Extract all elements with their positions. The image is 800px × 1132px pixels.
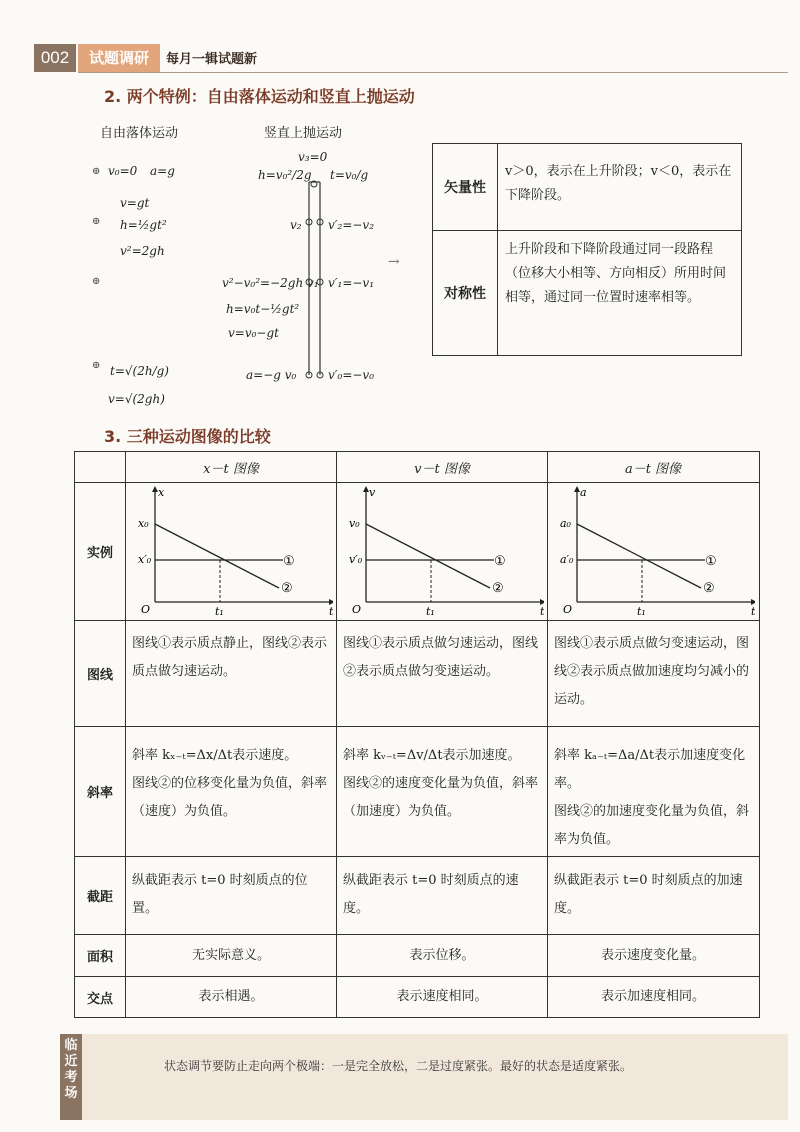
origin-label: O: [352, 603, 362, 616]
slope-cell: [548, 742, 758, 854]
arrow-icon: →: [388, 254, 400, 270]
area-cell: 表示位移。: [409, 947, 475, 963]
ball-icon: ⊕: [92, 360, 101, 371]
property-label: 矢量性: [433, 144, 498, 230]
slope-desc: 图线②的速度变化量为负值，斜率（加速度）为负值。: [343, 776, 539, 819]
graph-vt: [344, 484, 544, 618]
origin-label: O: [563, 603, 573, 616]
slope-formula: 斜率 kₓ₋ₜ=Δx/Δt表示速度。: [132, 748, 298, 763]
section3-title: 3. 三种运动图像的比较: [104, 427, 271, 446]
slope-cell: [126, 742, 336, 826]
row-label: 实例: [86, 546, 113, 561]
slope-desc: 图线②的加速度变化量为负值，斜率为负值。: [554, 804, 750, 847]
divider: [547, 452, 548, 1017]
y0-label: a₀: [560, 517, 571, 530]
intersection-cell: 表示相遇。: [198, 989, 264, 1004]
ff-v: v=gt: [120, 196, 150, 210]
comparison-table: [74, 451, 760, 1018]
ff-v-final: v=√(2gh): [108, 392, 165, 406]
line-2: [577, 524, 701, 588]
row-label: 图线: [86, 668, 113, 683]
section2-title: 2. 两个特例：自由落体运动和竖直上抛运动: [104, 87, 415, 106]
tip-box: [60, 1034, 788, 1120]
col-header-xt: x－t 图像: [203, 461, 259, 477]
line-1-label: ①: [494, 554, 506, 569]
line-2: [155, 524, 279, 588]
line-1-label: ①: [283, 554, 295, 569]
row-label: 斜率: [86, 786, 113, 801]
t1-label: t₁: [426, 605, 435, 618]
lines-cell: 图线①表示质点做匀速运动，图线②表示质点做匀变速运动。: [343, 636, 539, 679]
lines-cell: 图线①表示质点静止，图线②表示质点做匀速运动。: [132, 636, 328, 679]
ball-icon: ⊕: [92, 166, 101, 177]
slope-desc: 图线②的位移变化量为负值，斜率（速度）为负值。: [132, 776, 328, 819]
line-2-label: ②: [492, 581, 504, 596]
throw-path-diagram: [300, 170, 330, 385]
vt-v3: v₃=0: [298, 150, 328, 164]
header-rule: [78, 72, 788, 73]
y1-label: v′₀: [349, 553, 363, 566]
divider: [125, 452, 126, 1017]
y0-label: x₀: [138, 517, 149, 530]
axis-x-label: t: [540, 605, 544, 618]
vertical-throw-label: 竖直上抛运动: [264, 126, 343, 141]
vt-v1p: v′₁=−v₁: [328, 276, 375, 290]
axis-y-label: a: [580, 486, 587, 499]
intersection-cell: 表示加速度相同。: [600, 989, 705, 1004]
vt-t: t=v₀/g: [330, 168, 369, 182]
y0-label: v₀: [349, 517, 360, 530]
col-header-vt: v－t 图像: [414, 461, 470, 477]
property-label: 对称性: [433, 231, 498, 355]
header-subtitle: 每月一辑试题新: [166, 52, 258, 67]
y1-label: x′₀: [138, 553, 152, 566]
ff-v0: v₀=0: [108, 164, 138, 178]
slope-formula: 斜率 kᵥ₋ₜ=Δv/Δt表示加速度。: [343, 748, 521, 763]
tip-text: 状态调节要防止走向两个极端：一是完全放松，二是过度紧张。最好的状态是适度紧张。: [164, 1059, 633, 1073]
ff-a: a=g: [150, 164, 175, 178]
axis-y-label: x: [158, 486, 165, 499]
ball-icon: ⊕: [92, 216, 101, 227]
axis-x-label: t: [329, 605, 333, 618]
ff-v2: v²=2gh: [120, 244, 165, 258]
area-cell: 无实际意义。: [191, 947, 270, 963]
col-header-at: a－t 图像: [624, 461, 682, 477]
y1-label: a′₀: [560, 553, 574, 566]
free-fall-label: 自由落体运动: [100, 126, 179, 141]
vt-mid-left: v²−v₀²=−2gh v₁: [222, 276, 319, 290]
intercept-cell: 纵截距表示 t=0 时刻质点的加速度。: [554, 873, 743, 916]
t1-label: t₁: [637, 605, 646, 618]
divider: [75, 482, 759, 483]
page-number: 002: [34, 44, 76, 72]
row-label: 面积: [86, 950, 113, 965]
vt-h-eq: h=v₀t−½gt²: [226, 302, 300, 316]
vt-v0p: v′₀=−v₀: [328, 368, 375, 382]
slope-cell: [337, 742, 547, 826]
property-text: v＞0，表示在上升阶段；v＜0，表示在下降阶段。: [505, 164, 732, 203]
section-tag: 试题调研: [78, 44, 160, 72]
lines-cell: 图线①表示质点做匀变速运动，图线②表示质点做加速度均匀减小的运动。: [554, 636, 750, 707]
line-2: [366, 524, 490, 588]
ball-icon: ⊕: [92, 276, 101, 287]
divider: [75, 726, 759, 727]
vt-v2p: v′₂=−v₂: [328, 218, 375, 232]
divider: [336, 452, 337, 1017]
area-cell: 表示速度变化量。: [600, 947, 705, 963]
intersection-cell: 表示速度相同。: [396, 989, 488, 1004]
vt-bottom-left: a=−g v₀: [246, 368, 297, 382]
ff-t: t=√(2h/g): [110, 364, 169, 378]
intercept-cell: 纵截距表示 t=0 时刻质点的位置。: [132, 873, 308, 916]
graph-at: [555, 484, 755, 618]
property-text: 上升阶段和下降阶段通过同一段路程（位移大小相等、方向相反）所用时间相等，通过同一位置时速率相等。: [505, 242, 727, 305]
slope-formula: 斜率 kₐ₋ₜ=Δa/Δt表示加速度变化率。: [554, 748, 746, 791]
line-2-label: ②: [703, 581, 715, 596]
t1-label: t₁: [215, 605, 224, 618]
axis-x-label: t: [751, 605, 755, 618]
vt-v2: v₂: [290, 218, 302, 232]
vt-h: h=v₀²/2g: [258, 168, 312, 182]
line-1-label: ①: [705, 554, 717, 569]
vt-v-eq: v=v₀−gt: [228, 326, 279, 340]
row-label: 截距: [86, 890, 113, 905]
property-row: [433, 144, 741, 231]
origin-label: O: [141, 603, 151, 616]
divider: [75, 856, 759, 857]
intercept-cell: 纵截距表示 t=0 时刻质点的速度。: [343, 873, 519, 916]
line-2-label: ②: [281, 581, 293, 596]
axis-y-label: v: [369, 486, 376, 499]
properties-table: [432, 143, 742, 356]
graph-xt: [133, 484, 333, 618]
ff-h: h=½gt²: [120, 218, 167, 232]
tip-side-label: 临近考场: [60, 1034, 82, 1120]
row-label: 交点: [86, 991, 113, 1007]
divider: [75, 620, 759, 621]
